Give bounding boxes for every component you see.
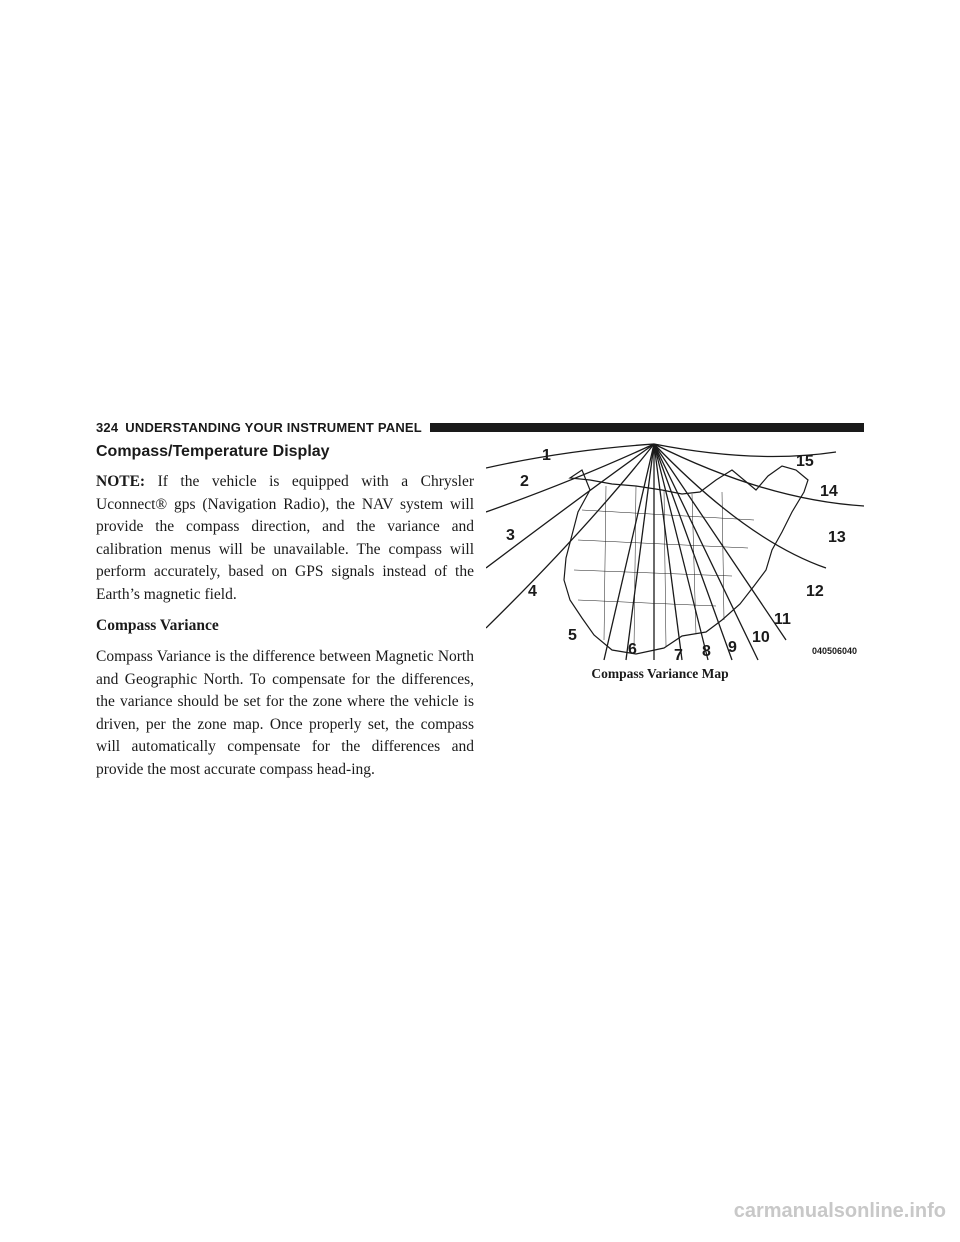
zone-arcs	[486, 444, 864, 628]
section-title: UNDERSTANDING YOUR INSTRUMENT PANEL	[125, 419, 422, 435]
zone-lines	[604, 444, 786, 660]
zone-label: 12	[806, 583, 824, 600]
note-label: NOTE:	[96, 473, 146, 490]
figure-caption: Compass Variance Map	[591, 666, 729, 681]
zone-label: 8	[702, 643, 711, 660]
page-header	[96, 418, 864, 436]
zone-label: 6	[628, 641, 637, 658]
compass-variance-map	[486, 440, 864, 690]
zone-label: 10	[752, 629, 770, 646]
zone-label: 9	[728, 639, 737, 656]
note-paragraph	[96, 471, 474, 606]
zone-label: 11	[774, 611, 791, 628]
zone-label: 14	[820, 483, 838, 500]
page-number: 324	[96, 419, 119, 435]
zone-label: 1	[542, 447, 551, 464]
zone-label: 3	[506, 527, 515, 544]
continent-outline	[564, 466, 808, 654]
zone-label: 7	[674, 647, 683, 664]
text-column	[96, 440, 474, 792]
zone-label: 2	[520, 473, 529, 490]
section-heading: Compass/Temperature Display	[96, 443, 330, 460]
note-text: If the vehicle is equipped with a Chrysler Uconnect® gps (Navigation Radio), the NAV system will provide the compass direction, and the variance and calibration menus will be unavailable. The compass will perform accurately, based on GPS signals instead of the Earth’s magnetic field.	[96, 473, 475, 603]
map-illustration	[486, 440, 864, 665]
watermark: carmanualsonline.info	[733, 1200, 946, 1222]
zone-label: 13	[828, 529, 846, 546]
variance-paragraph: Compass Variance is the difference between Magnetic North and Geographic North. To compensate for the differences, the variance should be set for the zone where the vehicle is driven, per the zone map. Once properly set, the compass will automatically compensate for the differences and provide the most accurate compass head-ing.	[96, 648, 474, 778]
subheading: Compass Variance	[96, 617, 219, 634]
figure-code: 040506040	[812, 646, 858, 656]
zone-label: 15	[796, 453, 814, 470]
zone-label: 4	[528, 583, 537, 600]
header-rule	[430, 423, 864, 432]
zone-label: 5	[568, 627, 577, 644]
